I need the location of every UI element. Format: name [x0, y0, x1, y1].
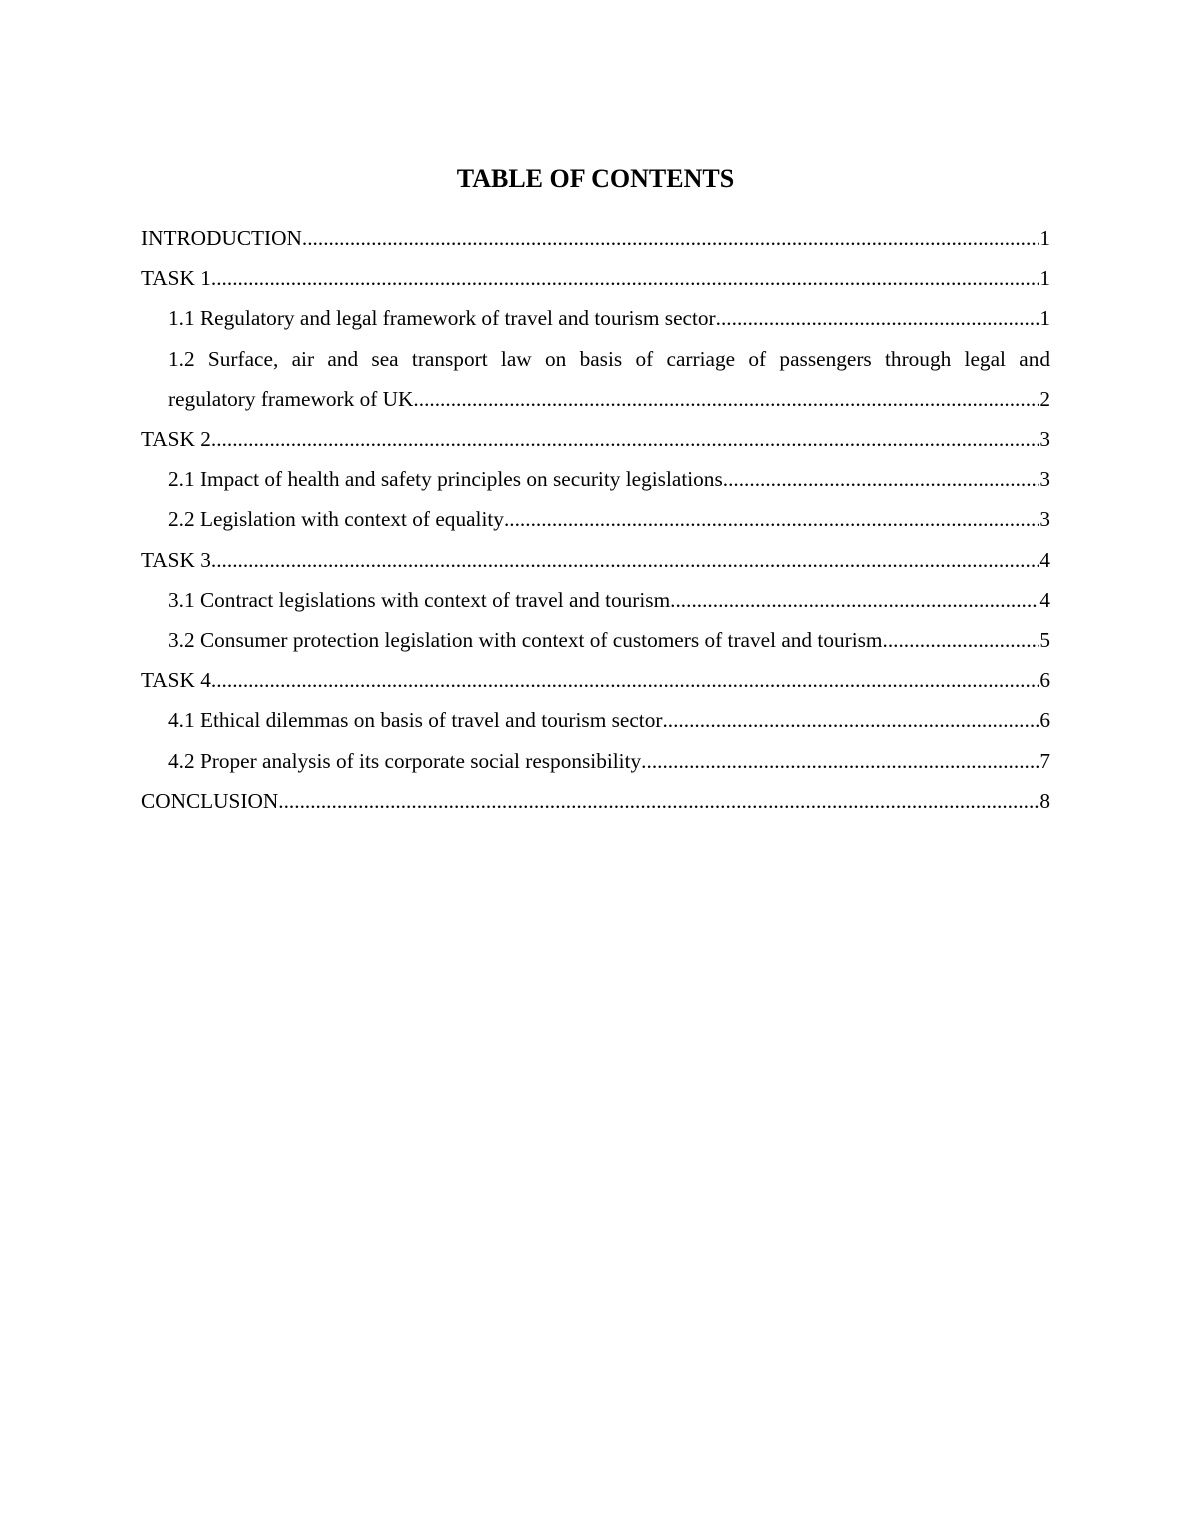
dot-leader	[278, 781, 1039, 821]
toc-entry-label: 2.1 Impact of health and safety principles on security legislations	[168, 467, 723, 492]
toc-title: TABLE OF CONTENTS	[456, 164, 735, 193]
toc-entry-conclusion[interactable]	[141, 781, 1050, 821]
toc-page-number: 7	[1039, 748, 1050, 773]
toc-page-number: 6	[1039, 708, 1050, 733]
toc-entry-label: 3.1 Contract legislations with context of travel and tourism	[168, 587, 671, 612]
toc-entry-3-1[interactable]	[141, 580, 1050, 620]
dot-leader	[211, 660, 1039, 700]
toc-entry-label: 1.1 Regulatory and legal framework of travel and tourism sector	[168, 306, 716, 331]
dot-leader	[662, 700, 1039, 740]
toc-page-number: 4	[1039, 547, 1050, 572]
dot-leader	[716, 298, 1040, 338]
toc-page-number: 3	[1039, 507, 1050, 532]
dot-leader	[211, 258, 1039, 298]
toc-entry-label: 3.2 Consumer protection legislation with context of customers of travel and tourism	[168, 628, 883, 653]
toc-entry-label: 4.2 Proper analysis of its corporate social responsibility	[168, 748, 642, 773]
toc-page-number: 1	[1039, 266, 1050, 291]
dot-leader	[504, 499, 1039, 539]
dot-leader	[211, 419, 1039, 459]
toc-page-number: 6	[1039, 668, 1050, 693]
toc-page-number: 8	[1039, 788, 1050, 813]
toc-entry-1-1[interactable]	[141, 298, 1050, 338]
dot-leader	[413, 379, 1039, 419]
dot-leader	[723, 459, 1040, 499]
toc-page-number: 4	[1039, 587, 1050, 612]
toc-page-number: 1	[1039, 226, 1050, 250]
toc-entry-4-2[interactable]	[141, 741, 1050, 781]
toc-entry-label: TASK 1	[141, 266, 211, 291]
toc-page-number: 3	[1039, 427, 1050, 452]
toc-page-number: 5	[1039, 628, 1050, 653]
dot-leader	[211, 540, 1039, 580]
toc-list	[141, 218, 1050, 821]
toc-entry-label: TASK 2	[141, 427, 211, 452]
toc-page-number: 3	[1039, 467, 1050, 492]
toc-entry-3-2[interactable]	[141, 620, 1050, 660]
toc-entry-label: INTRODUCTION	[141, 226, 302, 250]
document-page	[141, 160, 1050, 821]
toc-entry-2-1[interactable]	[141, 459, 1050, 499]
toc-entry-task-3[interactable]	[141, 540, 1050, 580]
toc-entry-label: TASK 3	[141, 547, 211, 572]
toc-page-number: 2	[1039, 386, 1050, 411]
toc-entry-label-line-2: regulatory framework of UK	[168, 386, 414, 411]
toc-entry-label: 2.2 Legislation with context of equality	[168, 507, 504, 532]
toc-entry-label: 4.1 Ethical dilemmas on basis of travel and tourism sector	[168, 708, 663, 733]
dot-leader	[883, 620, 1040, 660]
toc-entry-2-2[interactable]	[141, 499, 1050, 539]
toc-entry-introduction[interactable]	[141, 218, 1050, 258]
toc-entry-label: TASK 4	[141, 668, 211, 693]
toc-entry-task-4[interactable]	[141, 660, 1050, 700]
toc-entry-label-line-2-row	[168, 379, 1050, 419]
dot-leader	[641, 741, 1039, 781]
dot-leader	[670, 580, 1039, 620]
toc-entry-task-1[interactable]	[141, 258, 1050, 298]
toc-entry-task-2[interactable]	[141, 419, 1050, 459]
toc-entry-label-line-1: 1.2 Surface, air and sea transport law on basis of carriage of passengers through legal and	[168, 346, 1050, 371]
dot-leader	[302, 218, 1039, 258]
toc-entry-1-2[interactable]	[141, 339, 1050, 419]
toc-entry-label: CONCLUSION	[141, 788, 279, 813]
toc-page-number: 1	[1039, 306, 1050, 331]
toc-entry-4-1[interactable]	[141, 700, 1050, 740]
